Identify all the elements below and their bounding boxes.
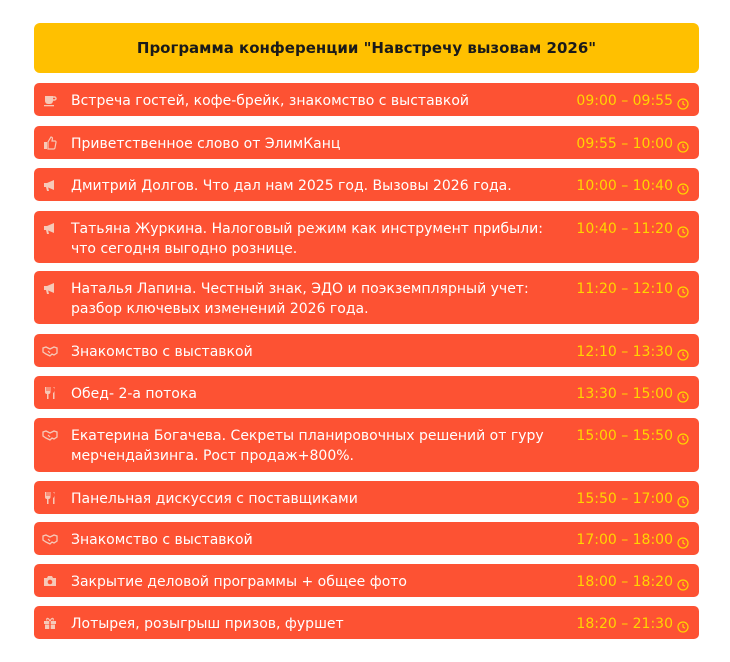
clock-icon [677,138,689,150]
megaphone-icon [42,220,58,236]
clock-icon [677,180,689,192]
handshake-icon [42,343,58,359]
session-title: Екатерина Богачева. Секреты планировочных решений от гуру мерчендайзинга. Рост продаж+800%. [71,428,544,464]
session-time: 12:10 – 13:30 [576,344,673,360]
session-time: 15:50 – 17:00 [576,491,673,507]
camera-icon [42,573,58,589]
session-time: 09:00 – 09:55 [576,93,673,109]
schedule-row [34,606,699,639]
clock-icon [677,576,689,588]
cutlery-icon [42,385,58,401]
session-time: 15:00 – 15:50 [576,428,673,444]
schedule-row [34,126,699,159]
session-title: Встреча гостей, кофе-брейк, знакомство с выставкой [71,93,470,109]
handshake-icon [42,531,58,547]
session-time: 13:30 – 15:00 [576,386,673,402]
session-title: Лотырея, розыгрыш призов, фуршет [71,616,344,632]
session-time: 18:00 – 18:20 [576,574,673,590]
clock-icon [677,346,689,358]
schedule-row [34,522,699,555]
clock-icon [677,95,689,107]
megaphone-icon [42,280,58,296]
program-header [34,23,699,73]
schedule-row [34,334,699,367]
session-title: Приветственное слово от ЭлимКанц [71,136,341,152]
clock-icon [677,283,689,295]
schedule-row [34,481,699,514]
clock-icon [677,223,689,235]
schedule-row [34,168,699,201]
program-title: Программа конференции "Навстречу вызовам 2026" [136,39,597,57]
session-title: Наталья Лапина. Честный знак, ЭДО и поэкземплярный учет: разбор ключевых изменений 2026 года. [71,281,529,317]
session-time: 11:20 – 12:10 [576,281,673,297]
session-title: Дмитрий Долгов. Что дал нам 2025 год. Вызовы 2026 года. [71,178,512,194]
schedule-row [34,418,699,472]
schedule-row [34,564,699,597]
clock-icon [677,493,689,505]
session-time: 18:20 – 21:30 [576,616,673,632]
thumbs-up-icon [42,135,58,151]
session-time: 09:55 – 10:00 [576,136,673,152]
handshake-icon [42,427,58,443]
session-title: Закрытие деловой программы + общее фото [71,574,407,590]
coffee-icon [42,92,58,108]
schedule-row [34,376,699,409]
session-time: 10:40 – 11:20 [576,221,673,237]
clock-icon [677,388,689,400]
clock-icon [677,430,689,442]
gift-icon [42,615,58,631]
schedule-row [34,211,699,263]
megaphone-icon [42,177,58,193]
session-title: Татьяна Журкина. Налоговый режим как инструмент прибыли: что сегодня выгодно рознице. [71,221,543,257]
schedule-row [34,83,699,116]
clock-icon [677,534,689,546]
session-title: Обед- 2-а потока [71,386,197,402]
session-time: 17:00 – 18:00 [576,532,673,548]
session-time: 10:00 – 10:40 [576,178,673,194]
cutlery-icon [42,490,58,506]
session-title: Знакомство с выставкой [71,532,253,548]
session-title: Знакомство с выставкой [71,344,253,360]
session-title: Панельная дискуссия с поставщиками [71,491,358,507]
schedule-row [34,271,699,324]
clock-icon [677,618,689,630]
